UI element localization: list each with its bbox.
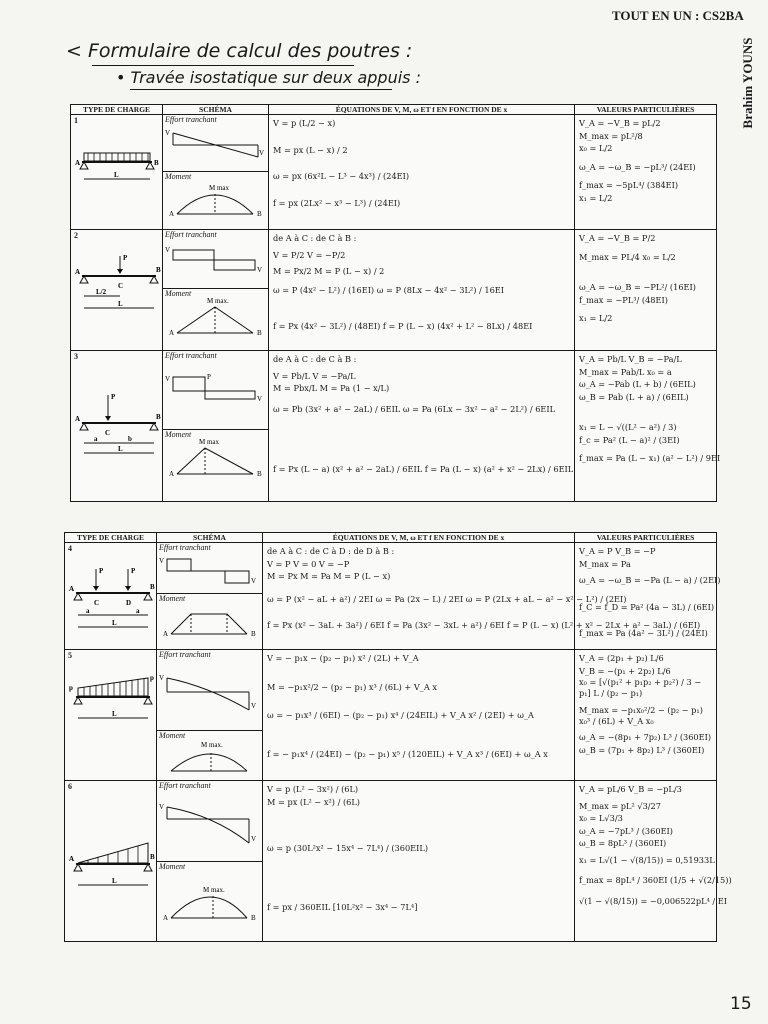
svg-text:C: C [105, 429, 111, 437]
schema-cell [163, 115, 269, 230]
equation-shear: V = P/2 V = −P/2 [273, 249, 346, 260]
value-item: f_max = −PL³/ (48EI) [579, 294, 668, 305]
equation-moment: M = Px M = Pa M = P (L − x) [267, 571, 391, 581]
svg-text:a: a [94, 435, 98, 443]
svg-text:V: V [251, 702, 257, 710]
equation-shear: V = Pb/L V = −Pa/L [273, 370, 356, 381]
shear-label: Effort tranchant [159, 543, 211, 552]
svg-text:V: V [159, 557, 165, 565]
equations-cell [269, 115, 575, 230]
header-title: TOUT EN UN : CS2BA [612, 8, 744, 23]
col-schema: SCHÉMA [163, 105, 269, 115]
svg-text:B: B [257, 470, 262, 478]
svg-text:M max.: M max. [201, 741, 223, 749]
value-item: M_max = pL²/8 [579, 130, 643, 141]
main-title: < Formulaire de calcul des poutres : [66, 40, 413, 62]
svg-text:L: L [118, 300, 123, 308]
svg-text:A: A [169, 210, 175, 218]
value-item: x₁ = L/2 [579, 313, 613, 323]
svg-text:P: P [131, 567, 136, 575]
svg-text:P: P [123, 254, 128, 262]
equations-cell [269, 230, 575, 351]
moment-label: Moment [165, 172, 192, 181]
value-item: V_A = Pb/L V_B = −Pa/L [579, 354, 682, 364]
schema-cell [157, 781, 263, 942]
svg-text:V: V [159, 674, 165, 682]
load-type-cell [71, 230, 163, 351]
value-item: f_max = Pa (L − x₁) (a² − L²) / 9EI [579, 453, 721, 463]
svg-text:A: A [75, 415, 81, 423]
svg-text:b: b [128, 435, 132, 443]
load-type-cell [65, 543, 157, 650]
schema-cell [163, 351, 269, 502]
equation-rotation: ω = p (30L²x² − 15x⁴ − 7L⁴) / (360EIL) [267, 843, 429, 853]
trapezoidal-load-diagram [68, 662, 154, 742]
value-item: ω_A = −ω_B = −PL²/ (16EI) [579, 282, 696, 292]
svg-text:M max.: M max. [203, 886, 225, 894]
triangular-load-diagram [68, 793, 154, 913]
equation-deflection: f = px / 360EIL [10L²x² − 3x⁴ − 7L⁴] [267, 901, 418, 912]
svg-text:B: B [251, 914, 256, 922]
svg-text:a: a [86, 607, 90, 615]
case-row [71, 115, 717, 230]
svg-text:V: V [165, 129, 171, 137]
svg-text:L: L [112, 877, 117, 885]
svg-text:V: V [257, 266, 263, 274]
equation-header: de A à C : de C à D : de D à B : [267, 546, 395, 556]
svg-text:B: B [257, 210, 262, 218]
formula-table-2 [64, 532, 732, 942]
two-point-loads-diagram [68, 555, 154, 641]
shear-label: Effort tranchant [159, 650, 211, 659]
case-number: 2 [74, 231, 78, 240]
value-item: √(1 − √(8/15)) = −0,006522pL⁴ / EI [579, 895, 727, 906]
moment-diagram [163, 430, 267, 501]
value-item: V_A = pL/6 V_B = −pL/3 [579, 784, 682, 794]
value-item: M_max = PL/4 x₀ = L/2 [579, 251, 676, 262]
svg-text:C: C [94, 599, 100, 607]
moment-diagram-box [157, 731, 262, 780]
equation-rotation: ω = P (x² − aL + a²) / 2EI ω = Pa (2x − L) / 2EI ω = P (2Lx + aL − a² − x² − L²) / (2EI) [267, 593, 627, 604]
moment-label: Moment [159, 594, 186, 603]
load-type-cell [71, 351, 163, 502]
center-point-load-diagram [74, 242, 160, 322]
equation-moment: M = px (L² − x²) / (6L) [267, 796, 360, 807]
schema-cell [163, 230, 269, 351]
subtitle-underline [130, 89, 392, 90]
values-cell [575, 781, 732, 942]
moment-label: Moment [165, 430, 192, 439]
equation-deflection: f = − p₁x⁴ / (24EI) − (p₂ − p₁) x⁵ / (120EIL) + V_A x³ / (6EI) + ω_A x [267, 748, 548, 759]
moment-label: Moment [165, 289, 192, 298]
svg-text:V: V [251, 835, 257, 843]
value-item: x₀ = [√(p₁² + p₁p₂ + p₂²) / 3 − p₁] L / (p₂ − p₁) [579, 677, 702, 698]
col-schema: SCHÉMA [157, 533, 263, 543]
schema-cell [157, 650, 263, 781]
svg-text:B: B [150, 853, 155, 861]
equation-header: de A à C : de C à B : [273, 233, 357, 243]
equation-moment: M = px (L − x) / 2 [273, 144, 348, 155]
load-type-cell [71, 115, 163, 230]
value-item: f_max = 8pL⁴ / 360EI (1/5 + √(2/15)) [579, 875, 732, 885]
shear-label: Effort tranchant [165, 351, 217, 360]
value-item: M_max = Pab/L x₀ = a [579, 366, 672, 377]
load-type-cell [65, 781, 157, 942]
value-item: f_max = −5pL⁴/ (384EI) [579, 180, 679, 190]
shear-label: Effort tranchant [165, 115, 217, 124]
moment-diagram-box [163, 172, 268, 229]
svg-text:V: V [251, 577, 257, 585]
value-item: f_C = f_D = Pa² (4a − 3L) / (6EI) [579, 601, 715, 612]
col-values: VALEURS PARTICULIÈRES [575, 105, 717, 115]
case-row [65, 650, 717, 781]
moment-diagram-box [157, 594, 262, 649]
shear-diagram-box [163, 230, 268, 289]
case-row [71, 230, 717, 351]
svg-text:A: A [163, 630, 169, 638]
shear-diagram-box [157, 543, 262, 594]
col-equations: ÉQUATIONS DE V, M, ω ET f EN FONCTION DE x [269, 105, 575, 115]
value-item: ω_A = −7pL³ / (360EI) [579, 825, 673, 836]
equations-cell [269, 351, 575, 502]
svg-text:P: P [111, 393, 116, 401]
schema-cell [157, 543, 263, 650]
moment-diagram [163, 289, 267, 350]
svg-text:L: L [112, 710, 117, 718]
moment-label: Moment [159, 862, 186, 871]
shear-label: Effort tranchant [159, 781, 211, 790]
svg-text:p: p [150, 674, 154, 682]
equation-moment: M = −p₁x²/2 − (p₂ − p₁) x³ / (6L) + V_A x [267, 681, 437, 692]
svg-text:M max.: M max. [207, 297, 229, 305]
value-item: f_max = Pa (4a² − 3L²) / (24EI) [579, 628, 708, 638]
svg-text:P: P [207, 373, 211, 381]
value-item: V_B = −(p₁ + 2p₂) L/6 [579, 665, 671, 676]
svg-text:B: B [150, 583, 155, 591]
equation-deflection: f = Px (4x² − 3L²) / (48EI) f = P (L − x) (4x² + L² − 8Lx) / 48EI [273, 321, 533, 331]
svg-text:C: C [118, 282, 124, 290]
svg-text:V: V [165, 375, 171, 383]
case-number: 5 [68, 651, 72, 660]
svg-text:B: B [257, 329, 262, 337]
svg-text:A: A [75, 268, 81, 276]
value-item: ω_B = (7p₁ + 8p₂) L³ / (360EI) [579, 744, 705, 755]
moment-diagram-box [163, 289, 268, 350]
equation-moment: M = Pbx/L M = Pa (1 − x/L) [273, 383, 390, 393]
value-item: ω_A = −Pab (L + b) / (6EIL) [579, 379, 696, 389]
equation-deflection: f = Px (L − a) (x² + a² − 2aL) / 6EIL f = Pa (L − x) (a² + x² − 2Lx) / 6EIL [273, 464, 574, 474]
uniform-load-beam-diagram [74, 127, 160, 197]
value-item: V_A = (2p₁ + p₂) L/6 [579, 653, 664, 663]
shear-diagram-box [157, 650, 262, 731]
col-type: TYPE DE CHARGE [65, 533, 157, 543]
offset-point-load-diagram [74, 363, 160, 463]
svg-text:M max: M max [209, 184, 230, 192]
equation-header: de A à C : de C à B : [273, 354, 357, 364]
svg-text:L: L [118, 445, 123, 453]
svg-text:B: B [156, 413, 161, 421]
value-item: ω_A = −ω_B = −pL³/ (24EI) [579, 161, 696, 172]
shear-diagram [163, 351, 267, 429]
col-equations: ÉQUATIONS DE V, M, ω ET f EN FONCTION DE x [263, 533, 575, 543]
svg-text:D: D [126, 599, 132, 607]
case-row [65, 543, 717, 650]
value-item: ω_A = −(8p₁ + 7p₂) L³ / (360EI) [579, 732, 712, 742]
case-number: 1 [74, 116, 78, 125]
value-item: V_A = −V_B = pL/2 [579, 118, 661, 128]
shear-diagram [157, 650, 261, 730]
svg-text:L: L [114, 171, 119, 179]
svg-text:p: p [69, 684, 73, 692]
subtitle: • Travée isostatique sur deux appuis : [116, 68, 421, 87]
equation-rotation: ω = Pb (3x² + a² − 2aL) / 6EIL ω = Pa (6Lx − 3x² − a² − 2L²) / 6EIL [273, 403, 556, 414]
value-item: x₁ = L/2 [579, 192, 613, 203]
equations-cell [263, 781, 575, 942]
moment-diagram-box [163, 430, 268, 501]
value-item: x₀ = L√3/3 [579, 813, 623, 823]
svg-text:A: A [169, 470, 175, 478]
value-item: f_c = Pa² (L − a)² / (3EI) [579, 434, 680, 445]
value-item: M_max = Pa [579, 558, 631, 569]
shear-diagram [157, 781, 261, 861]
svg-text:V: V [165, 246, 171, 254]
case-number: 3 [74, 352, 78, 361]
value-item: ω_A = −ω_B = −Pa (L − a) / (2EI) [579, 575, 721, 585]
equation-shear: V = p (L/2 − x) [273, 118, 336, 128]
equation-rotation: ω = P (4x² − L²) / (16EI) ω = P (8Lx − 4x² − 3L²) / 16EI [273, 284, 504, 295]
svg-text:V: V [159, 803, 165, 811]
moment-label: Moment [159, 731, 186, 740]
value-item: M_max = pL² √3/27 [579, 800, 661, 811]
equation-shear: V = − p₁x − (p₂ − p₁) x² / (2L) + V_A [267, 653, 419, 663]
equation-rotation: ω = px (6x²L − L³ − 4x³) / (24EI) [273, 171, 410, 181]
equation-shear: V = p (L² − 3x²) / (6L) [267, 784, 359, 794]
col-values: VALEURS PARTICULIÈRES [575, 533, 717, 543]
svg-text:P: P [99, 567, 104, 575]
moment-diagram-box [157, 862, 262, 941]
value-item: V_A = −V_B = P/2 [579, 233, 656, 243]
equation-deflection: f = Px (x² − 3aL + 3a²) / 6EI f = Pa (3x² − 3xL + a²) / 6EI f = P (L − x) (L² + x² − 2Lx + a² − 3aL) / (6EI) [267, 620, 701, 630]
svg-text:L: L [112, 619, 117, 627]
value-item: M_max = −p₁x₀²/2 − (p₂ − p₁) x₀³ / (6L) + V_A x₀ [579, 705, 703, 726]
equation-moment: M = Px/2 M = P (L − x) / 2 [273, 266, 385, 276]
svg-text:B: B [154, 159, 159, 167]
svg-text:V: V [257, 395, 263, 403]
case-number: 4 [68, 544, 72, 553]
case-number: 6 [68, 782, 72, 791]
moment-diagram [157, 862, 261, 941]
svg-text:A: A [75, 159, 81, 167]
svg-text:a: a [136, 607, 140, 615]
case-row [71, 351, 717, 502]
svg-text:A: A [69, 855, 75, 863]
page-number: 15 [730, 994, 752, 1014]
svg-text:V: V [259, 149, 265, 157]
value-item: V_A = P V_B = −P [579, 546, 656, 556]
shear-diagram-box [157, 781, 262, 862]
svg-text:A: A [69, 585, 75, 593]
equation-rotation: ω = − p₁x³ / (6EI) − (p₂ − p₁) x⁴ / (24EIL) + V_A x² / (2EI) + ω_A [267, 710, 534, 720]
values-cell [575, 230, 717, 351]
values-cell [575, 115, 717, 230]
equation-deflection: f = px (2Lx² − x³ − L³) / (24EI) [273, 197, 401, 208]
equations-cell [263, 650, 575, 781]
svg-text:A: A [163, 914, 169, 922]
formula-table-1 [70, 104, 721, 502]
value-item: ω_B = 8pL³ / (360EI) [579, 838, 667, 848]
svg-text:M max: M max [199, 438, 220, 446]
shear-diagram-box [163, 351, 268, 430]
value-item: ω_B = Pab (L + a) / (6EIL) [579, 391, 689, 402]
svg-text:A: A [169, 329, 175, 337]
value-item: x₁ = L − √((L² − a²) / 3) [579, 422, 677, 432]
load-type-cell [65, 650, 157, 781]
shear-label: Effort tranchant [165, 230, 217, 239]
equation-shear: V = P V = 0 V = −P [267, 558, 350, 569]
svg-text:B: B [251, 630, 256, 638]
values-cell [575, 351, 721, 502]
shear-diagram-box [163, 115, 268, 172]
svg-text:L/2: L/2 [96, 288, 107, 296]
values-cell [575, 650, 717, 781]
value-item: x₀ = L/2 [579, 143, 613, 153]
svg-text:B: B [156, 266, 161, 274]
author-name: Brahim YOUNS [740, 37, 755, 129]
col-type: TYPE DE CHARGE [71, 105, 163, 115]
case-row [65, 781, 717, 942]
title-underline [92, 65, 354, 66]
value-item: x₁ = L√(1 − √(8/15)) = 0,51933L [579, 854, 715, 865]
